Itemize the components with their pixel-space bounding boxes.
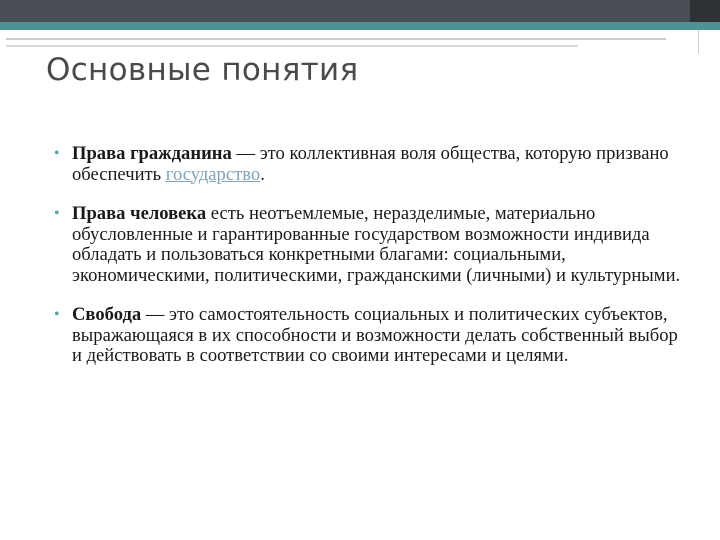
definition-text: есть неотъемлемые, неразделимые, материально обусловленные и гарантированные государством возможности индивида обладать и пользоваться конкретными благами: социальными, экономическими, политическими, гражданскими (личными) и культурными. (72, 203, 681, 286)
divider-line-vertical (698, 30, 699, 54)
definition-text: — это самостоятельность социальных и политических субъектов, выражающаяся в их способности и возможности делать собственный выбор и действовать в соответствии со своими интересами и целями. (72, 304, 678, 366)
bullet-icon: • (54, 306, 60, 323)
term: Права человека (72, 203, 207, 224)
slide-title: Основные понятия (46, 52, 359, 88)
divider-line (6, 45, 578, 47)
header-bar (0, 0, 690, 22)
divider-line (6, 38, 666, 40)
bullet-list (54, 144, 682, 367)
bullet-icon: • (54, 145, 60, 162)
list-item (54, 204, 682, 286)
definition-text: . (260, 163, 265, 185)
list-item (54, 144, 682, 185)
header-bar-corner (690, 0, 720, 22)
list-item (54, 305, 682, 367)
accent-bar (0, 22, 720, 30)
definition-text: — это коллективная воля общества, которую призвано обеспечить (72, 143, 669, 185)
bullet-icon: • (54, 205, 60, 222)
term: Права гражданина (72, 143, 232, 164)
term: Свобода (72, 304, 142, 325)
state-link[interactable]: государство (165, 163, 261, 185)
